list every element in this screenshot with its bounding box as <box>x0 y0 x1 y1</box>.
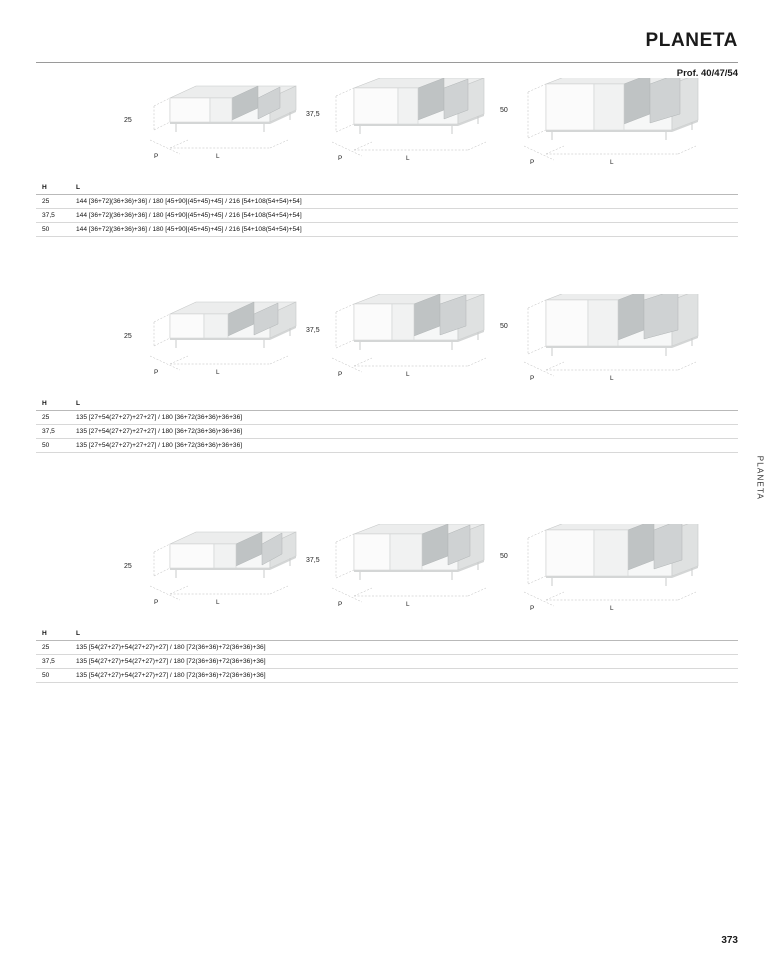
cell-h: 37,5 <box>36 425 76 439</box>
dimensions-table <box>36 182 738 237</box>
product-figure-medium <box>292 524 510 616</box>
product-figure-low <box>92 78 310 170</box>
product-figure-low <box>92 524 310 616</box>
header-divider <box>36 62 738 63</box>
table-row <box>36 411 738 425</box>
sideboard-drawing-tall <box>482 78 742 170</box>
cell-h: 25 <box>36 411 76 425</box>
dimensions-table <box>36 398 738 453</box>
dim-length-label: L <box>406 371 410 378</box>
cell-l: 135 [27+54(27+27)+27+27] / 180 [36+72(36+36)+36+36] <box>76 439 738 453</box>
dim-depth-label: P <box>154 153 159 160</box>
dim-length-label: L <box>406 601 410 608</box>
column-header-h: H <box>36 628 76 641</box>
table-header <box>36 628 738 641</box>
dim-depth-label: P <box>530 375 535 382</box>
cell-h: 37,5 <box>36 209 76 223</box>
cell-h: 50 <box>36 669 76 683</box>
dim-height-label: 50 <box>500 323 508 330</box>
sideboard-drawing-tall <box>482 524 742 616</box>
dim-length-label: L <box>610 605 614 612</box>
column-header-l: L <box>76 182 738 195</box>
column-header-l: L <box>76 398 738 411</box>
cell-l: 144 [36+72](36+36)+36] / 180 [45+90](45+45)+45] / 216 [54+108(54+54)+54] <box>76 195 738 209</box>
sideboard-drawing-tall <box>482 294 742 386</box>
table-row <box>36 209 738 223</box>
product-figure-tall <box>482 294 700 386</box>
table-header <box>36 182 738 195</box>
dim-depth-label: P <box>154 369 159 376</box>
page-number: 373 <box>721 935 738 946</box>
sideboard-drawing-low <box>92 524 310 616</box>
table-body <box>36 411 738 453</box>
dim-length-label: L <box>216 369 220 376</box>
product-figure-tall <box>482 78 700 170</box>
dim-length-label: L <box>610 375 614 382</box>
table-row <box>36 425 738 439</box>
product-figure-low <box>92 294 310 386</box>
table-row <box>36 669 738 683</box>
cell-l: 135 [54(27+27)+54(27+27)+27] / 180 [72(36+36)+72(36+36)+36] <box>76 641 738 655</box>
cell-l: 135 [54(27+27)+54(27+27)+27] / 180 [72(36+36)+72(36+36)+36] <box>76 655 738 669</box>
dim-height-label: 50 <box>500 107 508 114</box>
table-header-row <box>36 628 738 641</box>
table-header-row <box>36 182 738 195</box>
dimensions-table <box>36 628 738 683</box>
product-figure-tall <box>482 524 700 616</box>
column-header-h: H <box>36 398 76 411</box>
dim-depth-label: P <box>338 371 343 378</box>
cell-l: 135 [27+54(27+27)+27+27] / 180 [36+72(36+36)+36+36] <box>76 425 738 439</box>
cell-l: 144 [36+72](36+36)+36] / 180 [45+90](45+45)+45] / 216 [54+108(54+54)+54] <box>76 209 738 223</box>
table-row <box>36 641 738 655</box>
header-subtitle: Prof. 40/47/54 <box>676 68 738 79</box>
product-block <box>36 524 738 683</box>
dim-length-label: L <box>216 153 220 160</box>
figure-row <box>42 294 738 386</box>
product-figure-medium <box>292 78 510 170</box>
cell-h: 50 <box>36 439 76 453</box>
product-block <box>36 294 738 453</box>
table-row <box>36 195 738 209</box>
figure-row <box>42 78 738 170</box>
sideboard-drawing-low <box>92 78 310 170</box>
page-title: PLANETA <box>645 30 738 51</box>
dim-height-label: 37,5 <box>306 327 320 334</box>
table-body <box>36 641 738 683</box>
dim-length-label: L <box>406 155 410 162</box>
column-header-l: L <box>76 628 738 641</box>
table-header-row <box>36 398 738 411</box>
table-body <box>36 195 738 237</box>
dim-depth-label: P <box>530 159 535 166</box>
sideboard-drawing-medium <box>292 524 510 616</box>
cell-l: 144 [36+72](36+36)+36] / 180 [45+90](45+45)+45] / 216 [54+108(54+54)+54] <box>76 223 738 237</box>
product-block <box>36 78 738 237</box>
dim-height-label: 37,5 <box>306 111 320 118</box>
sideboard-drawing-low <box>92 294 310 386</box>
dim-depth-label: P <box>530 605 535 612</box>
cell-l: 135 [27+54(27+27)+27+27] / 180 [36+72(36+36)+36+36] <box>76 411 738 425</box>
dim-length-label: L <box>610 159 614 166</box>
dim-height-label: 25 <box>124 333 132 340</box>
dim-height-label: 50 <box>500 553 508 560</box>
figure-row <box>42 524 738 616</box>
table-row <box>36 655 738 669</box>
cell-h: 50 <box>36 223 76 237</box>
sideboard-drawing-medium <box>292 294 510 386</box>
cell-h: 37,5 <box>36 655 76 669</box>
sideboard-drawing-medium <box>292 78 510 170</box>
dim-height-label: 25 <box>124 563 132 570</box>
cell-h: 25 <box>36 195 76 209</box>
dim-depth-label: P <box>338 601 343 608</box>
table-row <box>36 223 738 237</box>
dim-depth-label: P <box>154 599 159 606</box>
column-header-h: H <box>36 182 76 195</box>
table-row <box>36 439 738 453</box>
side-tab-label: PLANETA <box>755 455 764 500</box>
dim-length-label: L <box>216 599 220 606</box>
dim-height-label: 37,5 <box>306 557 320 564</box>
cell-h: 25 <box>36 641 76 655</box>
product-figure-medium <box>292 294 510 386</box>
cell-l: 135 [54(27+27)+54(27+27)+27] / 180 [72(36+36)+72(36+36)+36] <box>76 669 738 683</box>
dim-height-label: 25 <box>124 117 132 124</box>
dim-depth-label: P <box>338 155 343 162</box>
table-header <box>36 398 738 411</box>
